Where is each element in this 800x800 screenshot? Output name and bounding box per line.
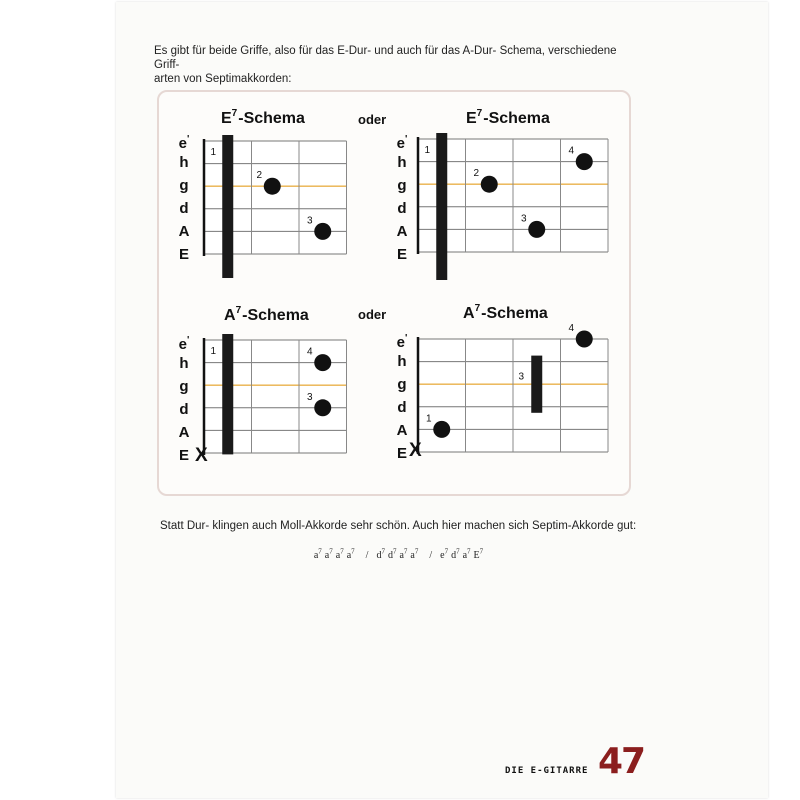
string-name-d: d [397,200,407,217]
sequence-chord-seventh: 7 [392,548,397,556]
finger-number: 1 [425,413,432,425]
finger-number: 3 [306,391,313,403]
string-name-E: E [396,445,407,462]
chord-root: A [224,307,236,324]
chord-seventh: 7 [235,305,242,316]
string-name-high-e: e' [396,333,408,351]
sequence-chord: $d^7$ [451,548,460,562]
barre-bar [531,356,542,413]
sequence-chord: $E^7$ [473,548,484,562]
fretboard-e7-right [414,136,610,262]
string-name-E: E [396,246,407,263]
string-name-d: d [397,399,407,416]
string-name-h: h [179,355,189,372]
finger-number: 2 [256,170,263,182]
chord-root: A [463,305,475,322]
barre-finger-label: 1 [424,145,431,156]
string-prime: ' [186,335,190,346]
string-name-high-e: e' [178,335,190,353]
sequence-chord: $a^7$ [346,548,355,562]
sequence-chord: $a^7$ [313,548,322,562]
finger-dot [314,354,331,371]
string-name-h: h [397,154,407,171]
chord-root: E [466,110,477,127]
string-prime: ' [186,134,190,145]
oder-label-bottom: oder [358,307,387,322]
sequence-chord-seventh: 7 [351,548,355,556]
string-name-high-e: e' [178,134,190,152]
finger-number: 4 [568,323,575,334]
string-name-d: d [179,200,189,217]
finger-dot [481,176,498,193]
string-name-E: E [178,246,189,263]
string-names-e7-right [394,128,410,266]
finger-dot [314,223,331,240]
finger-number: 3 [520,213,527,225]
mute-mark-a7-left: X [195,445,208,466]
sequence-chord: $a^7$ [335,548,344,562]
chord-schema: -Schema [483,110,550,127]
string-name-g: g [179,378,189,395]
finger-number: 4 [306,346,313,358]
string-prime: ' [404,333,408,344]
string-names-a7-left [176,329,192,467]
string-prime: ' [404,134,408,145]
string-name-A: A [178,424,190,441]
minor-chords-caption: Statt Dur- klingen auch Moll-Akkorde sehr schön. Auch hier machen sich Septim-Akkorde gut: [160,520,637,532]
string-name-A: A [178,223,190,240]
string-name-g: g [397,177,407,194]
finger-dot [576,331,593,348]
finger-number: 2 [473,168,480,180]
sequence-chord-seventh: 7 [479,548,484,556]
string-names-e7-left [176,128,192,266]
finger-number: 4 [568,145,575,157]
intro-line-1: Es gibt für beide Griffe, also für das E-Dur- und auch für das A-Dur- Schema, verschiedene Griff- [154,45,617,71]
sequence-chord: $a^7$ [410,548,419,562]
chord-seventh: 7 [231,108,238,119]
sequence-chord: $d^7$ [376,548,385,562]
barre-finger-label: 1 [210,147,217,158]
intro-text [154,44,634,86]
chord-title-a7-left [224,305,309,325]
sequence-chord-seventh: 7 [329,548,333,556]
finger-dot [314,399,331,416]
page-number: 47 [598,741,645,782]
string-name-high-e: e' [396,134,408,152]
sequence-chord: $d^7$ [387,548,397,562]
sequence-chord-seventh: 7 [381,548,385,556]
string-name-h: h [397,353,407,370]
finger-dot [264,178,281,195]
finger-dot [528,221,545,238]
string-names-a7-right [394,327,410,465]
barre-bar [222,135,233,278]
chord-seventh: 7 [476,108,483,119]
fretboard-a7-right [414,323,610,460]
string-name-h: h [179,154,189,171]
sequence-chord-seventh: 7 [414,548,419,556]
string-name-g: g [179,177,189,194]
barre-finger-label: 3 [518,371,525,383]
fretboard-a7-left [200,337,350,459]
chord-seventh: 7 [474,303,481,314]
fretboard-e7-left [200,138,350,260]
sequence-chord-seventh: 7 [456,548,460,556]
sequence-chord-seventh: 7 [467,548,471,556]
sequence-chord: $e^7$ [440,548,449,562]
chord-title-e7-left [221,108,305,128]
chord-sequence [0,548,800,561]
string-name-g: g [397,376,407,393]
finger-number: 3 [306,215,313,227]
sequence-chord: $a^7$ [399,548,408,562]
finger-dot [433,421,450,438]
mute-mark-a7-right: X [409,440,422,461]
string-name-A: A [396,223,408,240]
sequence-separator: / [429,550,433,562]
sequence-chord-seventh: 7 [444,548,449,556]
chord-schema: -Schema [242,307,309,324]
sequence-chord-seventh: 7 [340,548,344,556]
chord-schema: -Schema [238,110,305,127]
sequence-chord-seventh: 7 [318,548,322,556]
string-name-E: E [178,447,189,464]
finger-dot [576,153,593,170]
barre-bar [436,133,447,280]
intro-line-2: arten von Septimakkorden: [154,73,292,85]
sequence-chord-seventh: 7 [403,548,408,556]
chord-title-a7-right [463,303,548,323]
string-name-d: d [179,401,189,418]
oder-label-top: oder [358,112,387,127]
barre-bar [222,334,233,454]
sequence-separator: / [365,550,369,562]
chord-schema: -Schema [481,305,548,322]
string-name-A: A [396,422,408,439]
chord-title-e7-right [466,108,550,128]
sequence-chord: $a^7$ [324,548,333,562]
chord-root: E [221,110,232,127]
footer-book-title: DIE E-GITARRE [505,766,589,776]
barre-finger-label: 1 [210,346,217,357]
sequence-chord: $a^7$ [462,548,471,562]
